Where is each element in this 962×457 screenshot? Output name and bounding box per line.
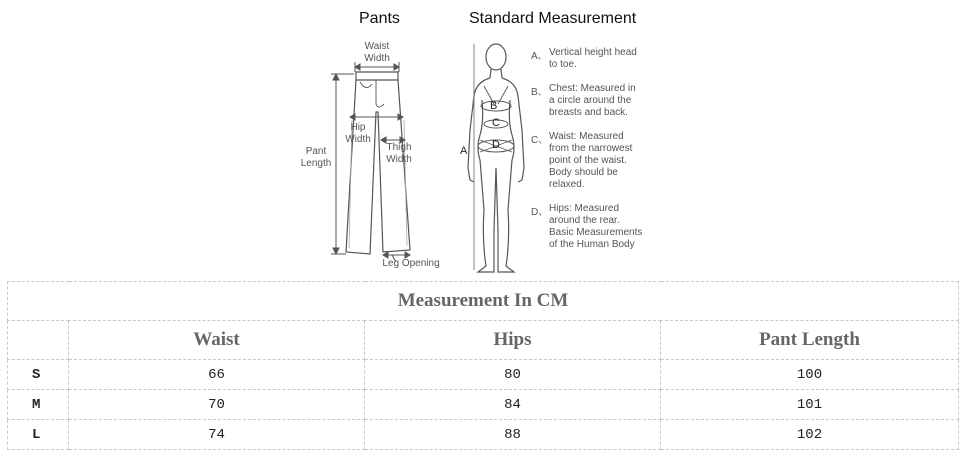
- table-row: [8, 420, 959, 450]
- table-title: Measurement In CM: [8, 282, 959, 321]
- table-row: [8, 390, 959, 420]
- figure-letter-c: C: [492, 117, 500, 129]
- size-label: L: [8, 420, 69, 450]
- note-text-b: Chest: Measured in a circle around the breasts and back.: [549, 83, 636, 118]
- note-letter-b: B、: [531, 87, 548, 98]
- table-header-row: [8, 321, 959, 360]
- hips-value: 80: [365, 360, 661, 390]
- pant-length-label: Pant Length: [300, 146, 332, 169]
- standard-measurement-heading: Standard Measurement: [469, 10, 637, 27]
- waist-value: 74: [69, 420, 365, 450]
- hips-value: 84: [365, 390, 661, 420]
- note-letter-d: D、: [531, 207, 549, 218]
- waist-value: 66: [69, 360, 365, 390]
- body-figure-illustration: [468, 44, 524, 272]
- note-text-c: Waist: Measured from the narrowest point of the waist. Body should be relaxed.: [549, 131, 633, 190]
- hip-width-dimension: [350, 114, 403, 120]
- leg-opening-label: Leg Opening: [382, 258, 440, 269]
- hips-value: 88: [365, 420, 661, 450]
- figure-letter-a: A: [460, 145, 468, 157]
- pant-length-value: 102: [661, 420, 959, 450]
- pants-heading: Pants: [359, 10, 400, 27]
- hip-width-label: Hip Width: [345, 122, 371, 145]
- header-pant-length: Pant Length: [661, 321, 959, 360]
- thigh-width-label: Thigh Width: [386, 142, 412, 165]
- pant-length-value: 101: [661, 390, 959, 420]
- note-text-d: Hips: Measured around the rear. Basic Measurements of the Human Body: [549, 203, 643, 250]
- header-hips: Hips: [365, 321, 661, 360]
- table-row: [8, 360, 959, 390]
- size-chart-table: [7, 281, 959, 450]
- note-text-a: Vertical height head to toe.: [549, 47, 637, 70]
- figure-letter-d: D: [492, 139, 500, 151]
- pant-length-value: 100: [661, 360, 959, 390]
- header-waist: Waist: [69, 321, 365, 360]
- note-letter-c: C、: [531, 135, 549, 146]
- waist-value: 70: [69, 390, 365, 420]
- note-letter-a: A、: [531, 51, 548, 62]
- figure-letter-b: B: [490, 100, 498, 112]
- size-label: S: [8, 360, 69, 390]
- header-size-blank: [8, 321, 69, 360]
- table-title-row: [8, 282, 959, 321]
- size-label: M: [8, 390, 69, 420]
- waist-width-label: Waist Width: [364, 41, 390, 64]
